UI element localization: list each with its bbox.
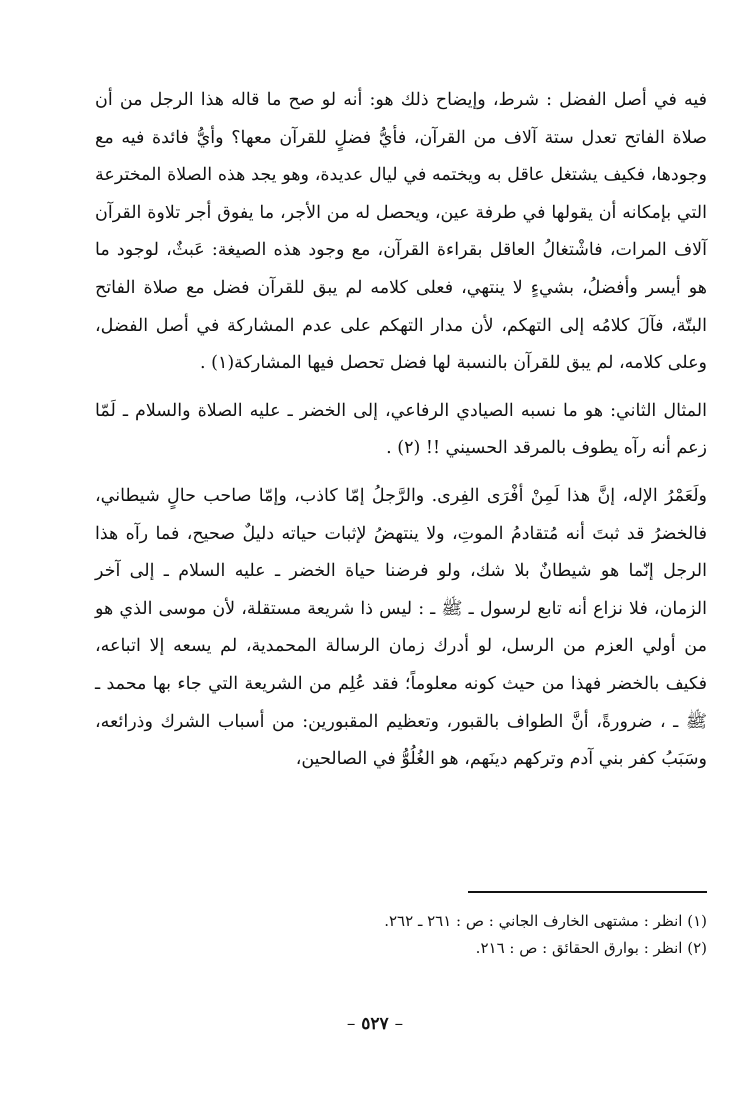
page-number [325, 1014, 425, 1034]
page-number-value: ٥٢٧ [361, 1014, 389, 1034]
footnote-divider [468, 891, 707, 893]
paragraph-3: ولَعَمْرُ الإله، إنَّ هذا لَمِنْ أفْرَى الفِرى. والرَّجلُ إمّا كاذب، وإمّا صاحب حالٍ شيطاني، فالخضرُ قد ثبتَ أنه مُتقادمُ الموتِ، ولا ينتهضُ لإثبات حياته دليلٌ صحيح، فما رآه هذا الرجل إنّما هو شيطانٌ بلا شك، ولو فرضنا حياة الخضر ـ عليه السلام ـ إلى آخر الزمان، فلا نزاع أنه تابع لرسول ـ ﷺ ـ : ليس ذا شريعة مستقلة، لأن موسى الذي هو من أولي العزم من الرسل، لو أدرك زمان الرسالة المحمدية، لم يسعه إلا اتباعه، فكيف بالخضر فهذا من حيث كونه معلوماً؛ فقد عُلِم من الشريعة التي جاء بها محمد ـ ﷺ ـ ، ضرورةً، أنَّ الطواف بالقبور، وتعظيم المقبورين: من أسباب الشرك وذرائعه، وسَبَبُ كفر بني آدم وتركهم دينَهم، هو الغُلُوُّ في الصالحين، [95, 485, 707, 770]
page-number-dash-left: – [346, 1014, 356, 1034]
page-number-dash-right: – [394, 1014, 404, 1034]
footnote-1: (١) انظر : مشتهى الخارف الجاني : ص : ٢٦١ ـ ٢٦٢. [384, 912, 707, 930]
paragraph-1: فيه في أصل الفضل : شرط، وإيضاح ذلك هو: أنه لو صح ما قاله هذا الرجل من أن صلاة الفاتح تعدل ستة آلاف من القرآن، فأيُّ فضلٍ للقرآن معها؟ وأيُّ فائدة فيه مع وجودها، فكيف يشتغل عاقل به ويختمه في ليال عديدة، وهو يجد هذه الصلاة المخترعة التي بإمكانه أن يقولها في طرفة عين، ويحصل له من الأجر، ما يفوق أجر تلاوة القرآن آلاف المرات، فاشْتغالُ العاقل بقراءة القرآن، مع وجود هذه الصيغة: عَبثٌ، لوجود ما هو أيسر وأفضلُ، بشيءٍ لا ينتهي، فعلى كلامه لم يبق للقرآن فضل مع صلاة الفاتح البتّة، فآلَ كلامُه إلى التهكم، لأن مدار التهكم على عدم المشاركة في أصل الفضل، وعلى كلامه، لم يبق للقرآن بالنسبة لها فضل تحصل فيها المشاركة(١) . [95, 90, 707, 374]
paragraph-2: المثال الثاني: هو ما نسبه الصيادي الرفاعي، إلى الخضر ـ عليه الصلاة والسلام ـ لَمّا زعم أنه رآه يطوف بالمرقد الحسيني !! (٢) . [95, 400, 707, 459]
main-text-block [95, 82, 707, 779]
footnote-2: (٢) انظر : بوارق الحقائق : ص : ٢١٦. [475, 939, 707, 957]
footnotes-block [95, 908, 707, 962]
